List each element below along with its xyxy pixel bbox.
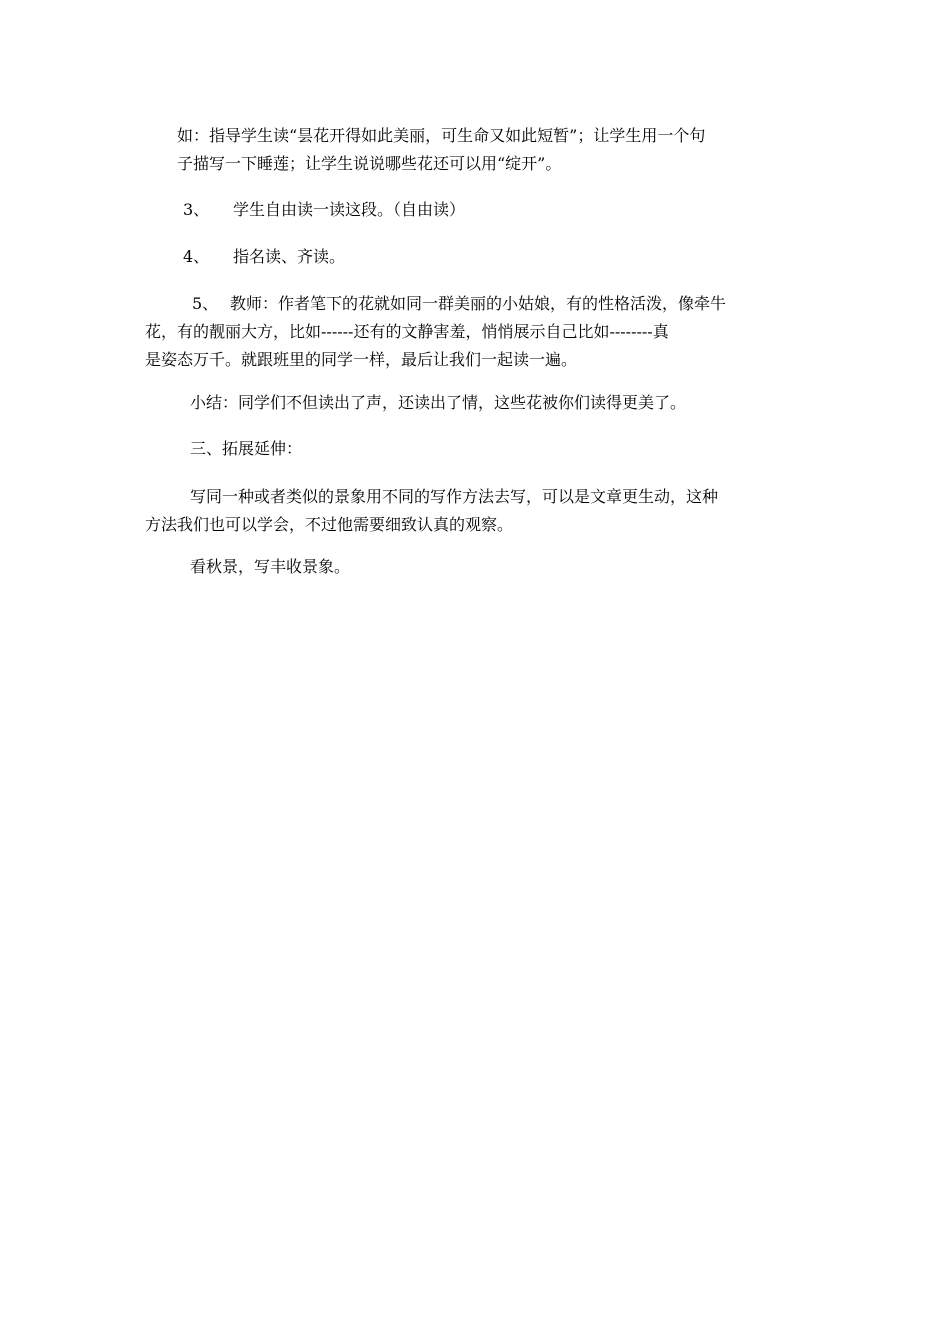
list-item-4 (183, 243, 345, 271)
list-text: 指名读、齐读。 (233, 247, 346, 266)
section-heading (190, 435, 302, 463)
list-text: 学生自由读一读这段。（自由读） (233, 200, 466, 219)
paragraph-line: 花，有的靓丽大方，比如------还有的文静害羞，悄悄展示自己比如--------真 (145, 322, 669, 341)
final-text: 看秋景，写丰收景象。 (190, 557, 351, 576)
list-number: 3、 (183, 200, 210, 219)
paragraph-line: 写同一种或者类似的景象用不同的写作方法去写，可以是文章更生动，这种 (190, 487, 719, 506)
list-item-5 (145, 290, 726, 374)
paragraph-instructions (177, 122, 705, 178)
paragraph-line: 教师：作者笔下的花就如同一群美丽的小姑娘，有的性格活泼，像牵牛 (230, 294, 727, 313)
list-item-5-first-line (145, 290, 726, 318)
paragraph-line: 是姿态万千。就跟班里的同学一样，最后让我们一起读一遍。 (145, 350, 578, 369)
section-heading-text: 三、拓展延伸： (190, 439, 303, 458)
summary-paragraph (190, 389, 686, 417)
summary-text: 小结：同学们不但读出了声，还读出了情，这些花被你们读得更美了。 (190, 393, 687, 412)
paragraph-line: 如：指导学生读“昙花开得如此美丽，可生命又如此短暂”；让学生用一个句 (177, 126, 706, 145)
list-number: 4、 (183, 247, 210, 266)
final-paragraph (190, 553, 350, 581)
paragraph-extension (145, 483, 718, 539)
list-item-3 (183, 196, 465, 224)
paragraph-line: 子描写一下睡莲；让学生说说哪些花还可以用“绽开”。 (177, 154, 562, 173)
paragraph-line: 方法我们也可以学会，不过他需要细致认真的观察。 (145, 515, 514, 534)
list-number: 5、 (192, 294, 219, 313)
